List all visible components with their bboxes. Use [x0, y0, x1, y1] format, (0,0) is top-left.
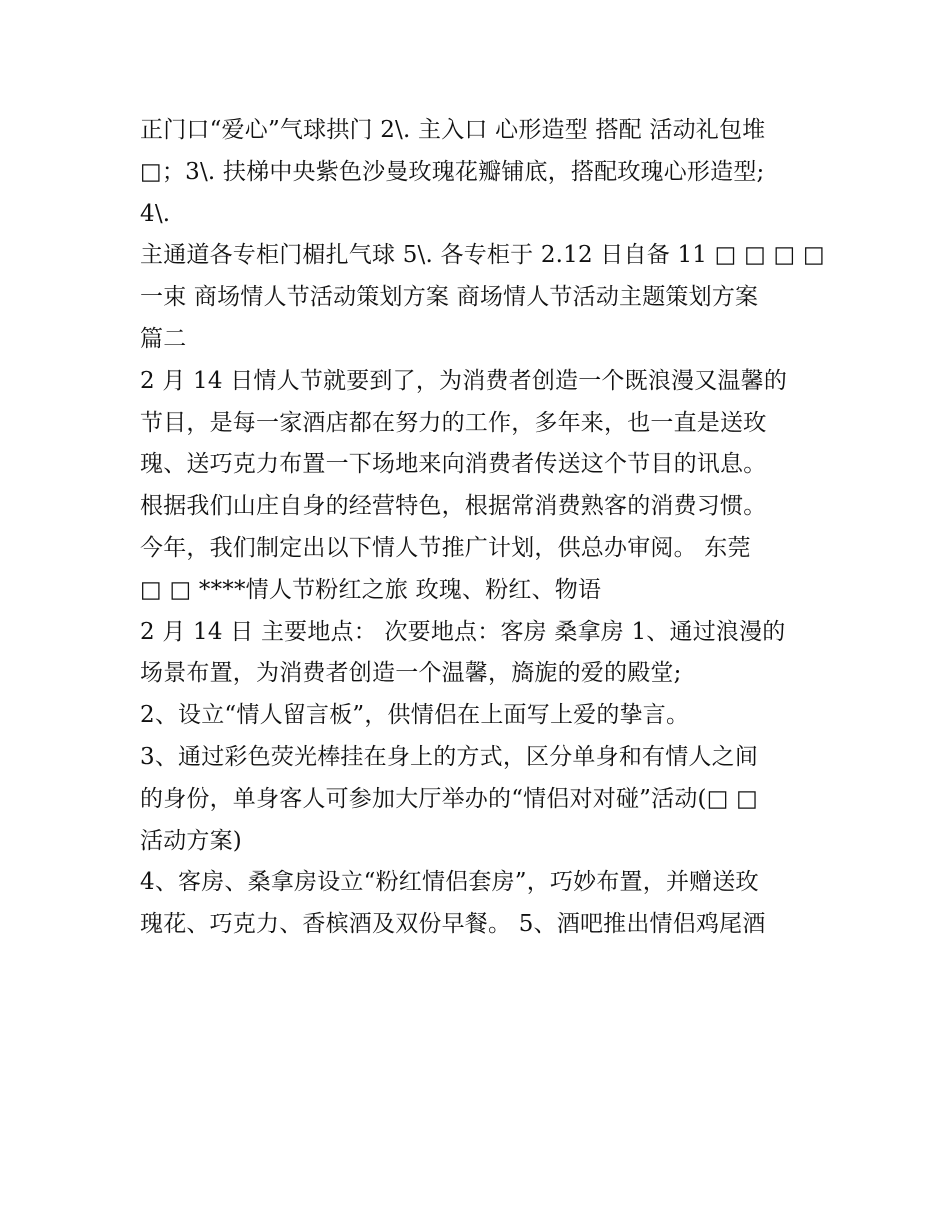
- text-line: 正门口“爱心”气球拱门 2\. 主入口 心形造型 搭配 活动礼包堆: [140, 117, 766, 143]
- text-line: 节目，是每一家酒店都在努力的工作，多年来，也一直是送玫: [140, 409, 767, 436]
- body-text: [140, 110, 830, 946]
- text-line: 瑰花、巧克力、香槟酒及双份早餐。 5、酒吧推出情侣鸡尾酒: [140, 911, 766, 938]
- text-line: 4、客房、桑拿房设立“粉红情侣套房”，巧妙布置，并赠送玫: [140, 869, 759, 896]
- text-line: 活动方案): [140, 827, 242, 854]
- text-line: 瑰、送巧克力布置一下场地来向消费者传送这个节目的讯息。: [140, 451, 767, 478]
- text-line: □ □ ****情人节粉红之旅 玫瑰、粉红、物语: [140, 576, 602, 603]
- text-line: 2、设立“情人留言板”，供情侣在上面写上爱的挚言。: [140, 702, 690, 729]
- text-line: 2 月 14 日情人节就要到了，为消费者创造一个既浪漫又温馨的: [140, 367, 788, 394]
- text-line: 今年，我们制定出以下情人节推广计划，供总办审阅。 东莞: [140, 534, 751, 561]
- text-line: 的身份，单身客人可参加大厅举办的“情侣对对碰”活动(□ □: [140, 785, 759, 812]
- text-line: 场景布置，为消费者创造一个温馨，旖旎的爱的殿堂;: [140, 660, 682, 687]
- text-line: 4\.: [140, 200, 171, 227]
- text-line: □；3\. 扶梯中央紫色沙曼玫瑰花瓣铺底，搭配玫瑰心形造型;: [140, 158, 765, 185]
- text-line: 主通道各专柜门楣扎气球 5\. 各专柜于 2.12 日自备 11 □ □ □ □: [140, 242, 825, 269]
- text-line: 一束 商场情人节活动策划方案 商场情人节活动主题策划方案: [140, 284, 759, 311]
- text-line: 2 月 14 日 主要地点： 次要地点：客房 桑拿房 1、通过浪漫的: [140, 618, 786, 645]
- text-line: 根据我们山庄自身的经营特色，根据常消费熟客的消费习惯。: [140, 493, 767, 520]
- text-line: 3、通过彩色荧光棒挂在身上的方式，区分单身和有情人之间: [140, 743, 759, 770]
- text-line: 篇二: [140, 325, 187, 352]
